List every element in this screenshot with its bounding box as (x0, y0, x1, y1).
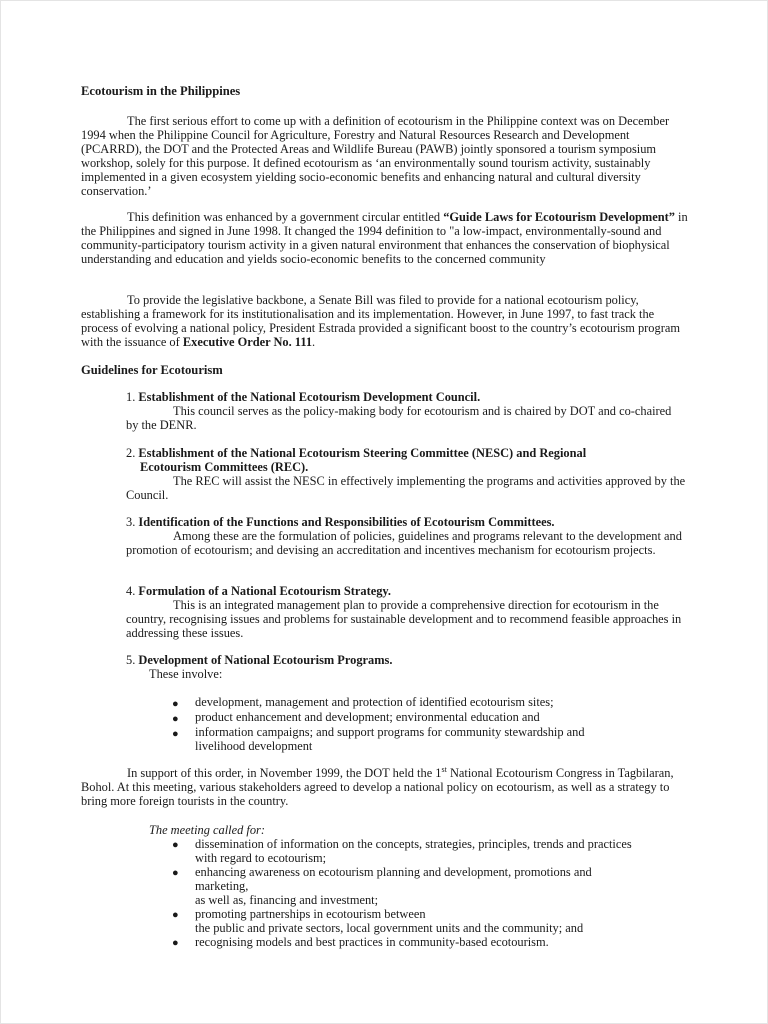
bullet-icon: ● (172, 698, 179, 710)
ordinal-suffix: st (441, 764, 447, 774)
guideline-title-text: Development of National Ecotourism Programs. (138, 653, 393, 667)
guideline-title-text: Identification of the Functions and Responsibilities of Ecotourism Committees. (138, 515, 555, 529)
guideline-2-title (126, 447, 686, 461)
guideline-number: 4. (126, 584, 139, 598)
paragraph-text: National Ecotourism Congress in Tagbilaran, Bohol. At this meeting, various stakeholders agreed to develop a national policy on ecotourism, as well as a strategy to bring more foreign tourists in the country. (81, 766, 674, 808)
executive-order: Executive Order No. 111 (182, 334, 313, 349)
list-item-cont: the public and private sectors, local government units and the community; and (195, 921, 584, 935)
guideline-5-intro: These involve: (149, 667, 223, 681)
bullet-icon: ● (172, 909, 179, 921)
paragraph-text: in the Philippines and signed in June 1998. It changed the 1994 definition to "a low-impact, environmentally-sound and community-participatory tourism activity in a given natural environment that enhances the conservation of biophysical understanding and education and yields socio-economic benefits to the concerned community (81, 210, 688, 266)
list-item: development, management and protection of identified ecotourism sites; (195, 695, 554, 709)
list-item-cont: with regard to ecotourism; (195, 851, 327, 865)
guideline-5-title (126, 654, 686, 668)
circular-title: “Guide Laws for Ecotourism Development” (443, 210, 675, 224)
guideline-number: 3. (126, 515, 139, 529)
guideline-2-title-cont: Ecotourism Committees (REC). (140, 460, 309, 474)
paragraph-text: This definition was enhanced by a government circular entitled (127, 210, 444, 224)
guideline-4-body (126, 599, 686, 641)
list-item-cont: as well as, financing and investment; (195, 893, 379, 907)
list-item: information campaigns; and support programs for community stewardship and livelihood development (195, 725, 585, 753)
list-item: enhancing awareness on ecotourism planning and development, promotions and (195, 865, 592, 879)
paragraph-text: To provide the legislative backbone, a Senate Bill was filed to provide for a national ecotourism policy, establishing a framework for its institutionalisation and its implementation. However, in June 1997, to fast track the process of evolving a national policy, President Estrada provided a significant boost to the country’s ecotourism program with the issuance of (81, 293, 680, 349)
bullet-icon: ● (172, 839, 179, 851)
paragraph-circular (81, 211, 691, 267)
guideline-3-title (126, 516, 686, 530)
guideline-number: 1. (126, 390, 139, 404)
guideline-body-text: This council serves as the policy-making body for ecotourism and is chaired by DOT and co-chaired by the DENR. (126, 404, 672, 432)
bullet-icon: ● (172, 867, 179, 879)
guideline-title-text: Establishment of the National Ecotourism Steering Committee (NESC) and Regional (138, 446, 587, 460)
guideline-body-text: This is an integrated management plan to provide a comprehensive direction for ecotourism in the country, recognising issues and problems for sustainable development and to recommend feasible approaches in addressing these issues. (126, 598, 682, 640)
guideline-title-text: Establishment of the National Ecotourism Development Council. (138, 390, 481, 404)
bullet-icon: ● (172, 728, 179, 740)
guideline-1-title (126, 391, 686, 405)
guideline-3-body (126, 530, 686, 558)
paragraph-congress (81, 764, 691, 809)
guideline-body-text: The REC will assist the NESC in effectively implementing the programs and activities approved by the Council. (126, 474, 686, 502)
list-item-cont: marketing, (195, 879, 249, 893)
list-item: dissemination of information on the concepts, strategies, principles, trends and practices (195, 837, 632, 851)
guideline-number: 5. (126, 653, 139, 667)
guideline-body-text: Among these are the formulation of policies, guidelines and programs relevant to the development and promotion of ecotourism; and devising an accreditation and incentives mechanism for ecotourism projects. (126, 529, 682, 557)
list-item: recognising models and best practices in community-based ecotourism. (195, 935, 549, 949)
paragraph-text: The first serious effort to come up with a definition of ecotourism in the Philippine context was on December 1994 when the Philippine Council for Agriculture, Forestry and Natural Resources Research and Development (PCARRD), the DOT and the Protected Areas and Wildlife Bureau (PAWB) jointly sponsored a tourism symposium workshop, solely for this purpose. It defined ecotourism as ‘an environmentally sound tourism activity, sustainably implemented in a given ecosystem yielding socio-economic benefits and enhancing natural and cultural diversity conservation.’ (81, 114, 670, 198)
bullet-icon: ● (172, 713, 179, 725)
paragraph-legislation (81, 294, 691, 350)
paragraph-definition (81, 115, 691, 198)
guidelines-heading: Guidelines for Ecotourism (81, 363, 223, 377)
paragraph-text: In support of this order, in November 1999, the DOT held the 1 (127, 766, 442, 780)
guideline-number: 2. (126, 446, 139, 460)
meeting-intro: The meeting called for: (149, 823, 265, 837)
guideline-1-body (126, 405, 686, 433)
page-title: Ecotourism in the Philippines (81, 84, 241, 98)
guideline-2-body (126, 475, 686, 503)
list-item: promoting partnerships in ecotourism between (195, 907, 426, 921)
guideline-title-text: Formulation of a National Ecotourism Strategy. (138, 584, 392, 598)
guideline-4-title (126, 585, 686, 599)
paragraph-text: . (312, 334, 316, 349)
bullet-icon: ● (172, 937, 179, 949)
list-item: product enhancement and development; environmental education and (195, 710, 540, 724)
